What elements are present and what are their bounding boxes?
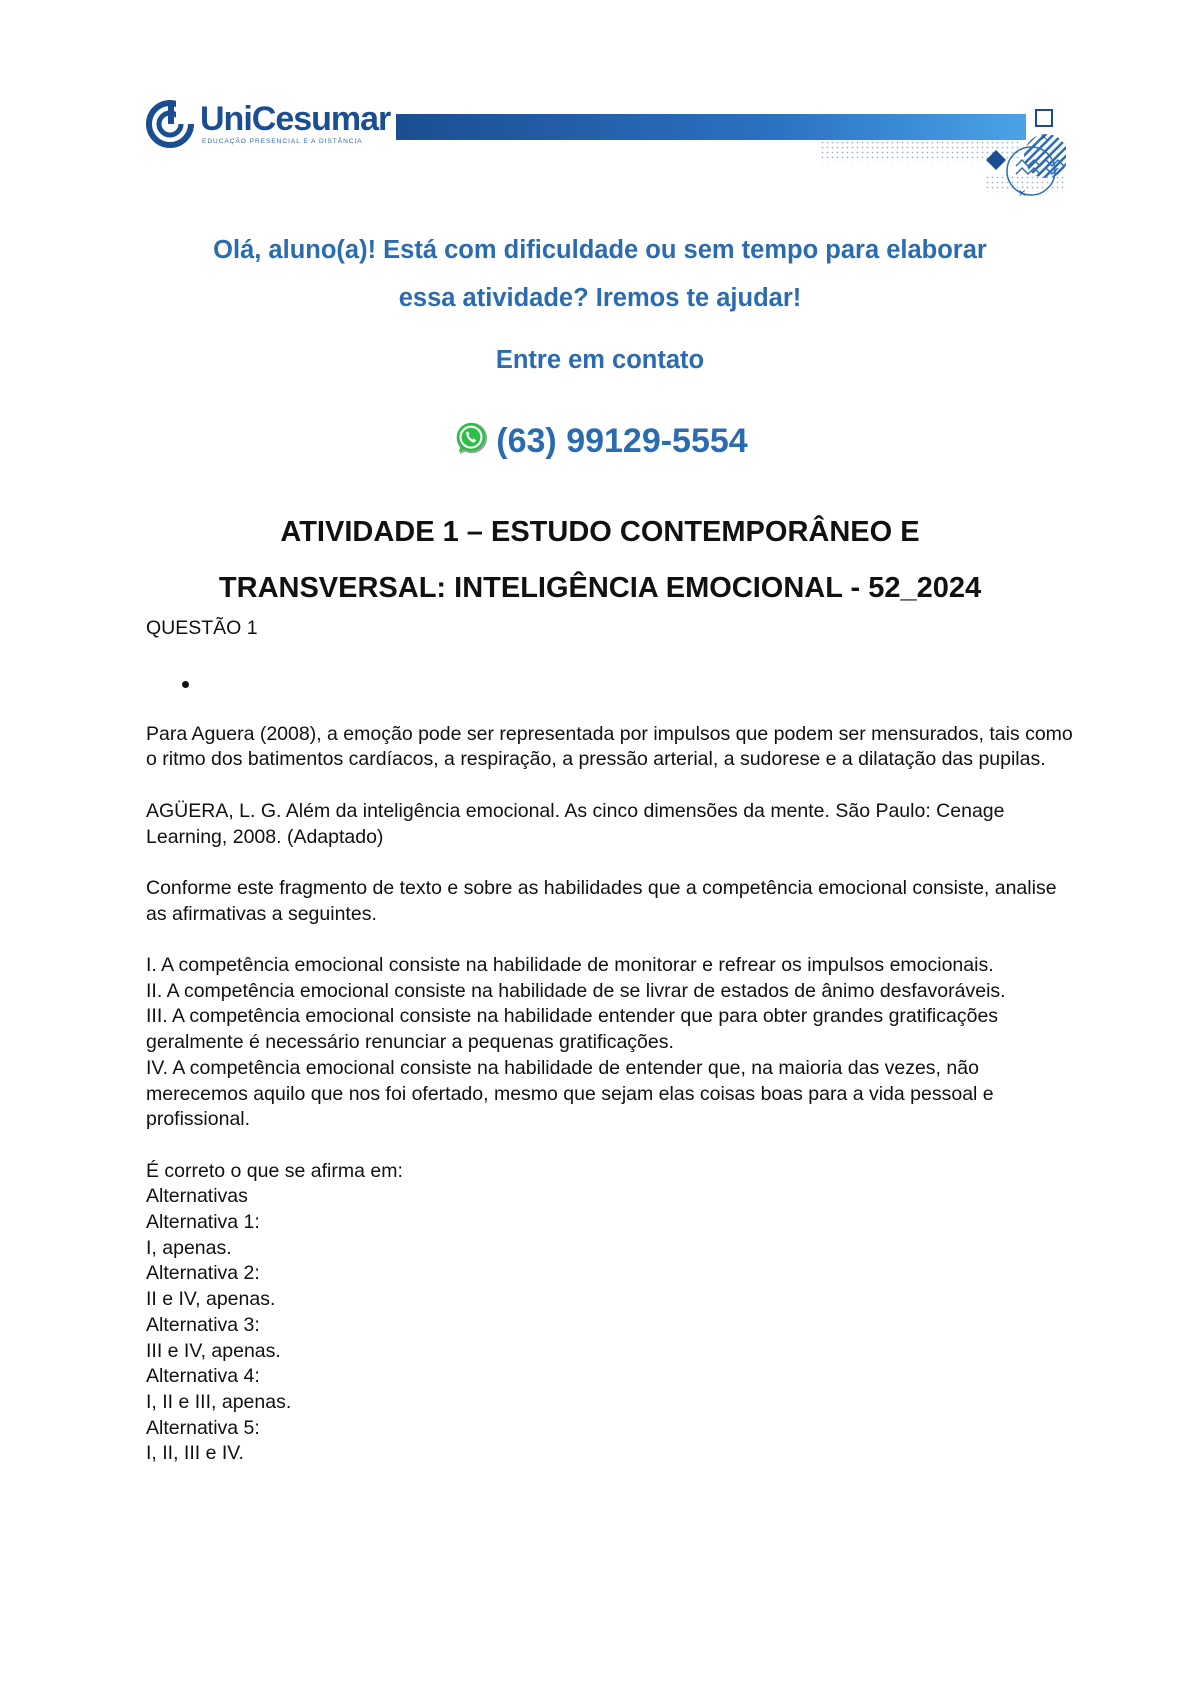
alternative-label: Alternativa 3: [146,1313,260,1336]
alternative-text[interactable]: I, II, III e IV. [146,1442,244,1465]
title-line-1: ATIVIDADE 1 – ESTUDO CONTEMPORÂNEO E [280,516,920,548]
statement-item: I. A competência emocional consiste na habilidade de monitorar e refrear os impulsos emocionais. [146,953,994,976]
question-label: QUESTÃO 1 [146,617,258,639]
alternative-text[interactable]: I, apenas. [146,1236,232,1259]
brand-name: UniCesumar [200,100,391,138]
phone-contact[interactable] [0,420,1200,461]
whatsapp-icon [452,420,490,458]
contact-label: Entre em contato [495,346,705,374]
title-line-2: TRANSVERSAL: INTELIGÊNCIA EMOCIONAL - 52_2024 [218,572,982,604]
question-prompt: Conforme este fragmento de texto e sobre as habilidades que a competência emocional consiste, analise as afirmativas a seguintes. [146,876,1057,925]
alternatives-section [146,1159,1076,1467]
svg-text:×: × [1040,132,1049,143]
alternative-text[interactable]: III e IV, apenas. [146,1339,281,1362]
question-intro: Para Aguera (2008), a emoção pode ser representada por impulsos que podem ser mensurados, tais como o ritmo dos batimentos cardíacos, a respiração, a pressão arterial, a sudorese e a dilatação das pupilas. [146,722,1073,771]
question-ask: É correto o que se afirma em: [146,1159,403,1182]
question-body [146,616,1076,1467]
logo-mark-icon [146,100,194,148]
alternative-text[interactable]: II e IV, apenas. [146,1288,276,1311]
alternative-label: Alternativa 4: [146,1365,260,1388]
statements-list [146,953,1076,1133]
header-banner [146,96,1066,206]
unicesumar-logo [146,100,390,148]
promo-message [0,226,1200,322]
statement-item: III. A competência emocional consiste na habilidade entender que para obter grandes gratificações geralmente é necessário renunciar a pequenas gratificações. [146,1005,999,1054]
alternative-label: Alternativa 5: [146,1416,260,1439]
promo-line-2: essa atividade? Iremos te ajudar! [398,284,802,312]
promo-line-1: Olá, aluno(a)! Está com dificuldade ou sem tempo para elaborar [213,236,987,264]
alternative-text[interactable]: I, II e III, apenas. [146,1390,292,1413]
header-decoration-icon [666,96,1066,206]
svg-text:×: × [1018,188,1027,199]
activity-title [0,504,1200,616]
alternatives-label: Alternativas [146,1185,248,1208]
bullet-point [182,672,1076,692]
brand-tagline: EDUCAÇÃO PRESENCIAL E A DISTÂNCIA [202,138,363,145]
statement-item: IV. A competência emocional consiste na habilidade de entender que, na maioria das vezes, não merecemos aquilo que nos foi ofertado, mesmo que sejam elas coisas boas para a vida pessoal e profissional. [146,1056,994,1131]
alternative-label: Alternativa 1: [146,1211,260,1233]
phone-number: (63) 99129-5554 [496,422,748,460]
question-reference: AGÜERA, L. G. Além da inteligência emocional. As cinco dimensões da mente. São Paulo: Cenage Learning, 2008. (Adaptado) [146,799,1005,848]
statement-item: II. A competência emocional consiste na habilidade de se livrar de estados de ânimo desfavoráveis. [146,979,1006,1002]
alternative-label: Alternativa 2: [146,1262,260,1285]
